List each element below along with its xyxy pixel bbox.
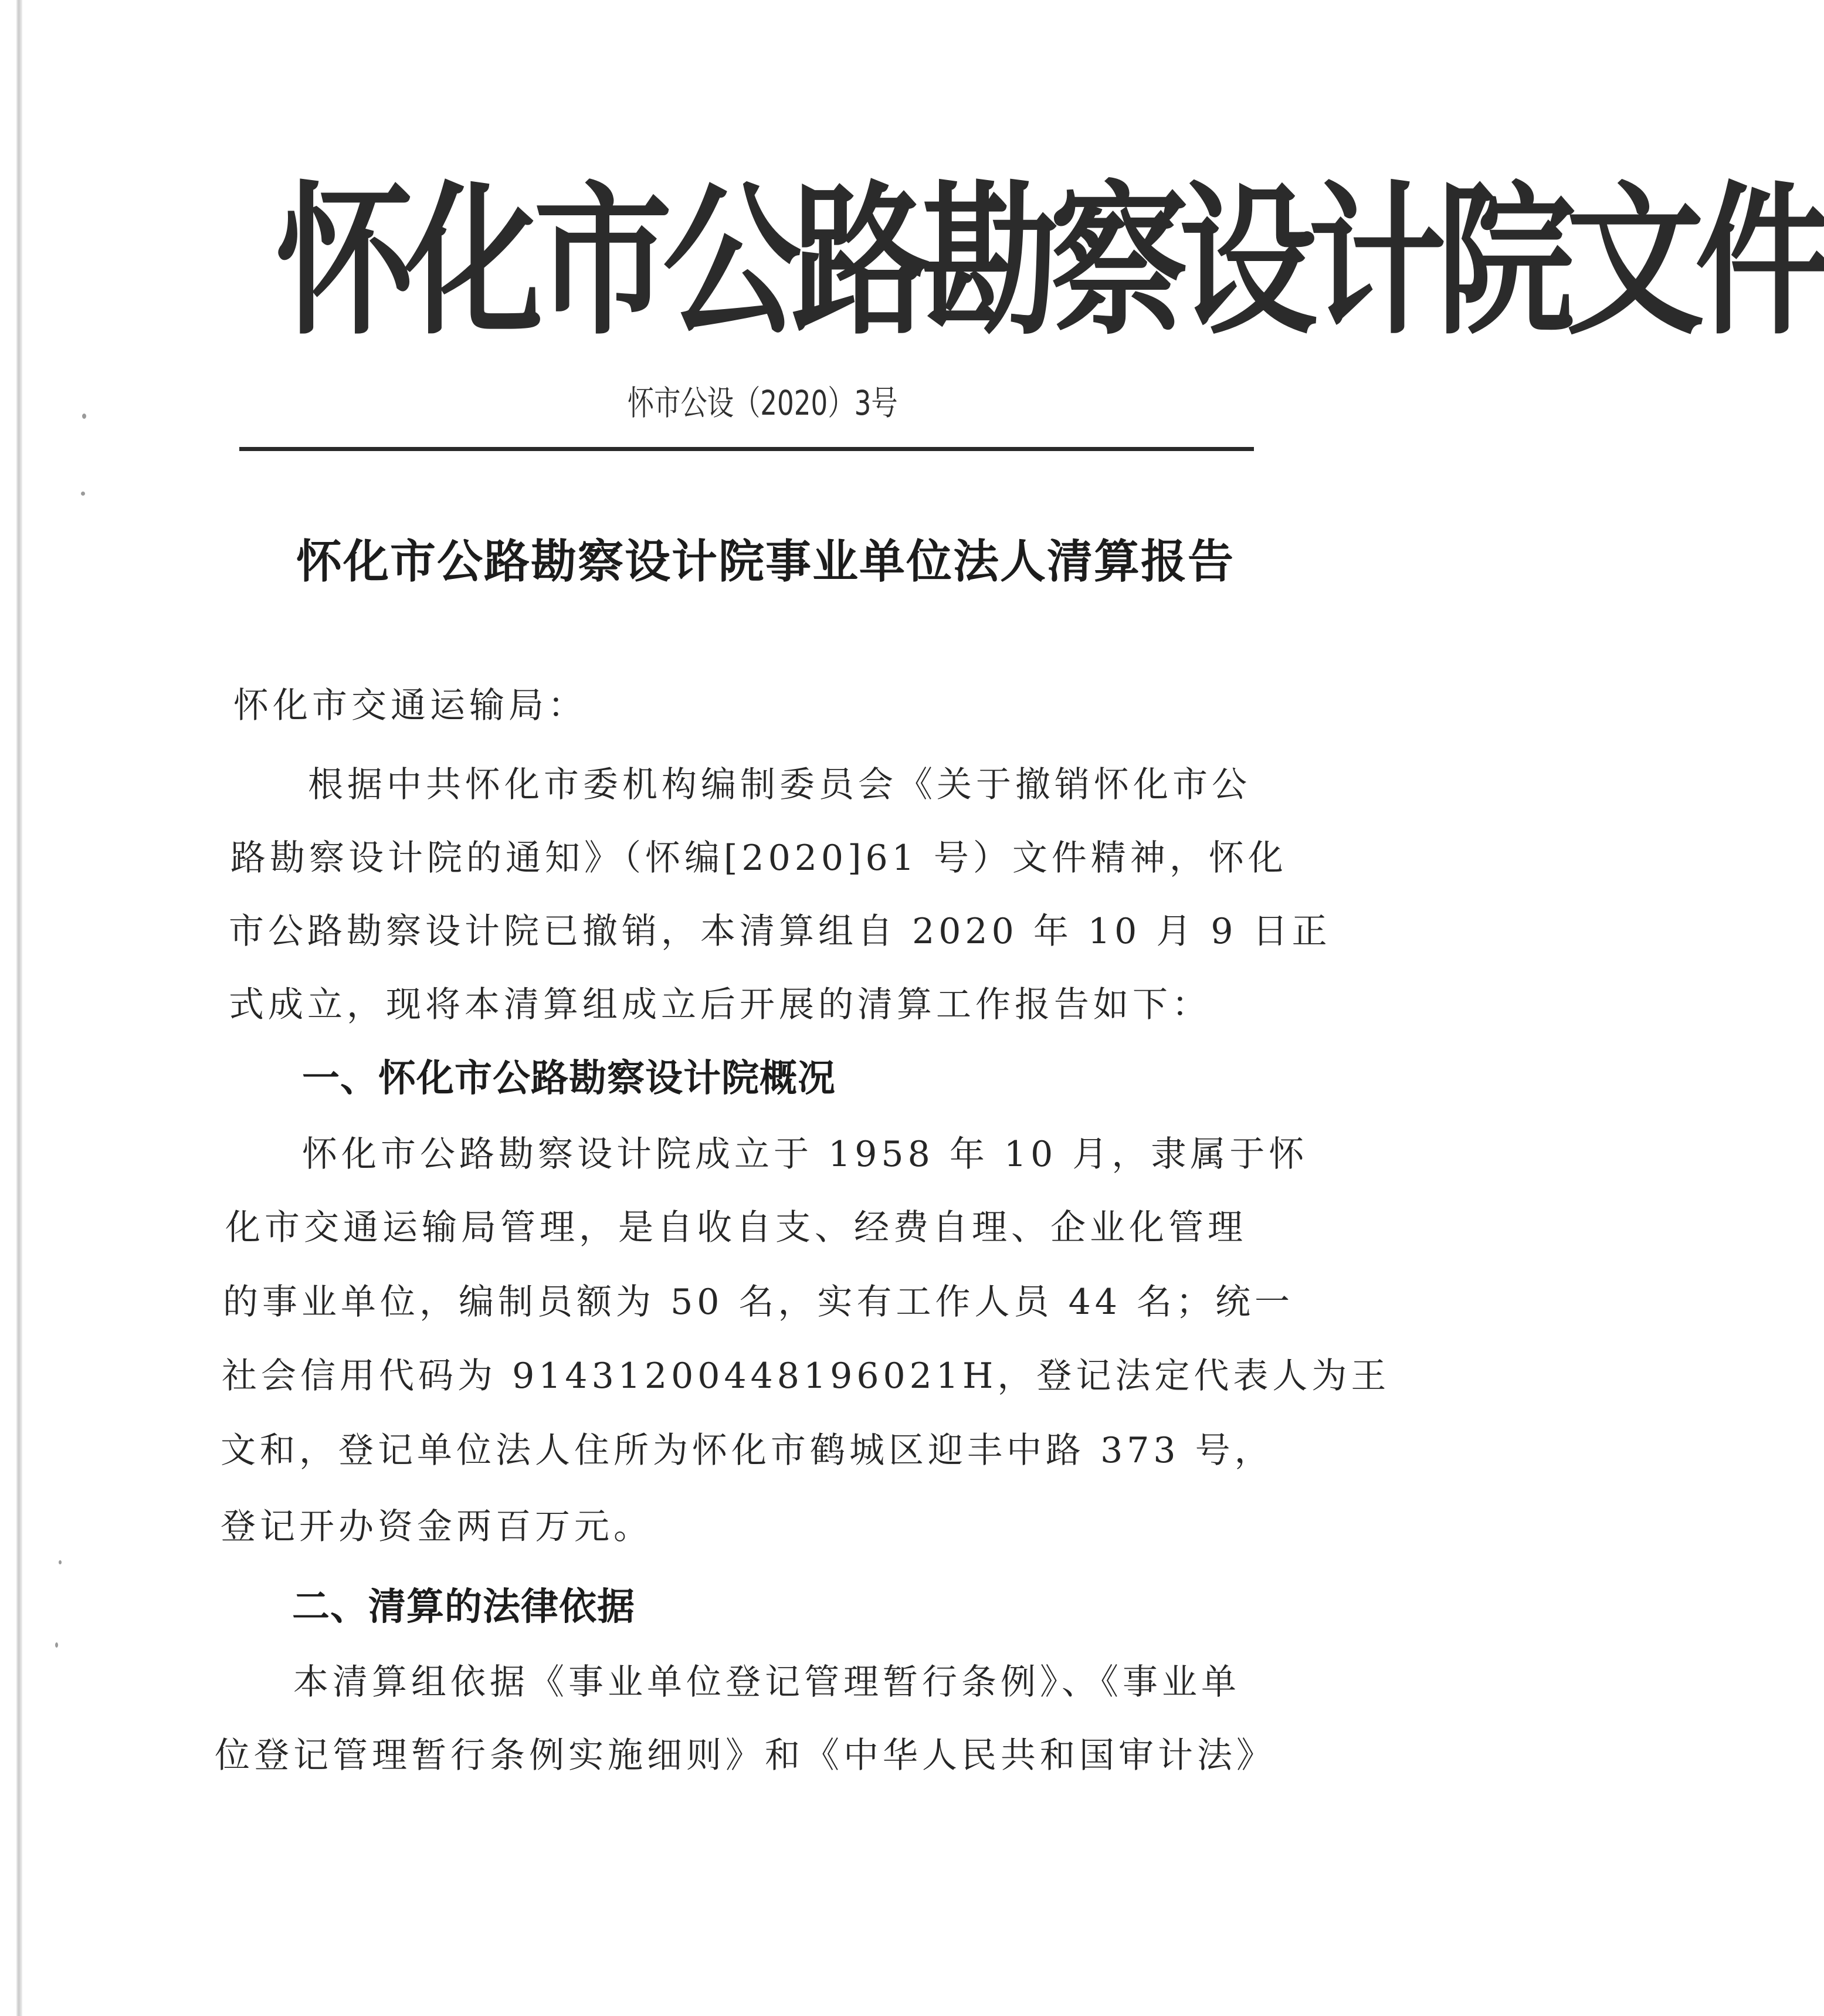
scan-speck [55, 1642, 58, 1648]
paragraph-line: 市公路勘察设计院已撤销，本清算组自 2020 年 10 月 9 日正 [229, 911, 1331, 952]
document-number: 怀市公设（2020）3号 [628, 383, 898, 423]
header-divider [239, 447, 1254, 451]
paragraph-line: 登记开办资金两百万元。 [221, 1506, 653, 1547]
scan-speck [82, 414, 86, 419]
paragraph-line: 社会信用代码为 91431200448196021H，登记法定代表人为王 [222, 1356, 1391, 1397]
scan-edge [16, 0, 22, 2016]
document-header-title: 怀化市公路勘察设计院文件 [276, 167, 1824, 357]
scan-speck [81, 492, 85, 496]
section-heading: 一、怀化市公路勘察设计院概况 [302, 1057, 836, 1100]
report-title: 怀化市公路勘察设计院事业单位法人清算报告 [296, 536, 1235, 588]
paragraph-line: 化市交通运输局管理，是自收自支、经费自理、企业化管理 [225, 1207, 1247, 1248]
paragraph-line: 位登记管理暂行条例实施细则》和《中华人民共和国审计法》 [215, 1735, 1276, 1776]
paragraph-line: 文和，登记单位法人住所为怀化市鹤城区迎丰中路 373 号， [221, 1430, 1274, 1471]
paragraph-line: 本清算组依据《事业单位登记管理暂行条例》、《事业单 [293, 1662, 1240, 1703]
paragraph-line: 根据中共怀化市委机构编制委员会《关于撤销怀化市公 [308, 764, 1251, 805]
paragraph-line: 怀化市公路勘察设计院成立于 1958 年 10 月，隶属于怀 [302, 1134, 1308, 1175]
scan-speck [59, 1560, 62, 1564]
section-heading: 二、清算的法律依据 [292, 1585, 635, 1629]
paragraph-line: 路勘察设计院的通知》（怀编[2020]61 号）文件精神，怀化 [230, 838, 1287, 879]
paragraph-line: 的事业单位，编制员额为 50 名，实有工作人员 44 名；统一 [223, 1282, 1294, 1323]
salutation: 怀化市交通运输局： [233, 685, 587, 726]
paragraph-line: 式成立，现将本清算组成立后开展的清算工作报告如下： [229, 984, 1211, 1025]
